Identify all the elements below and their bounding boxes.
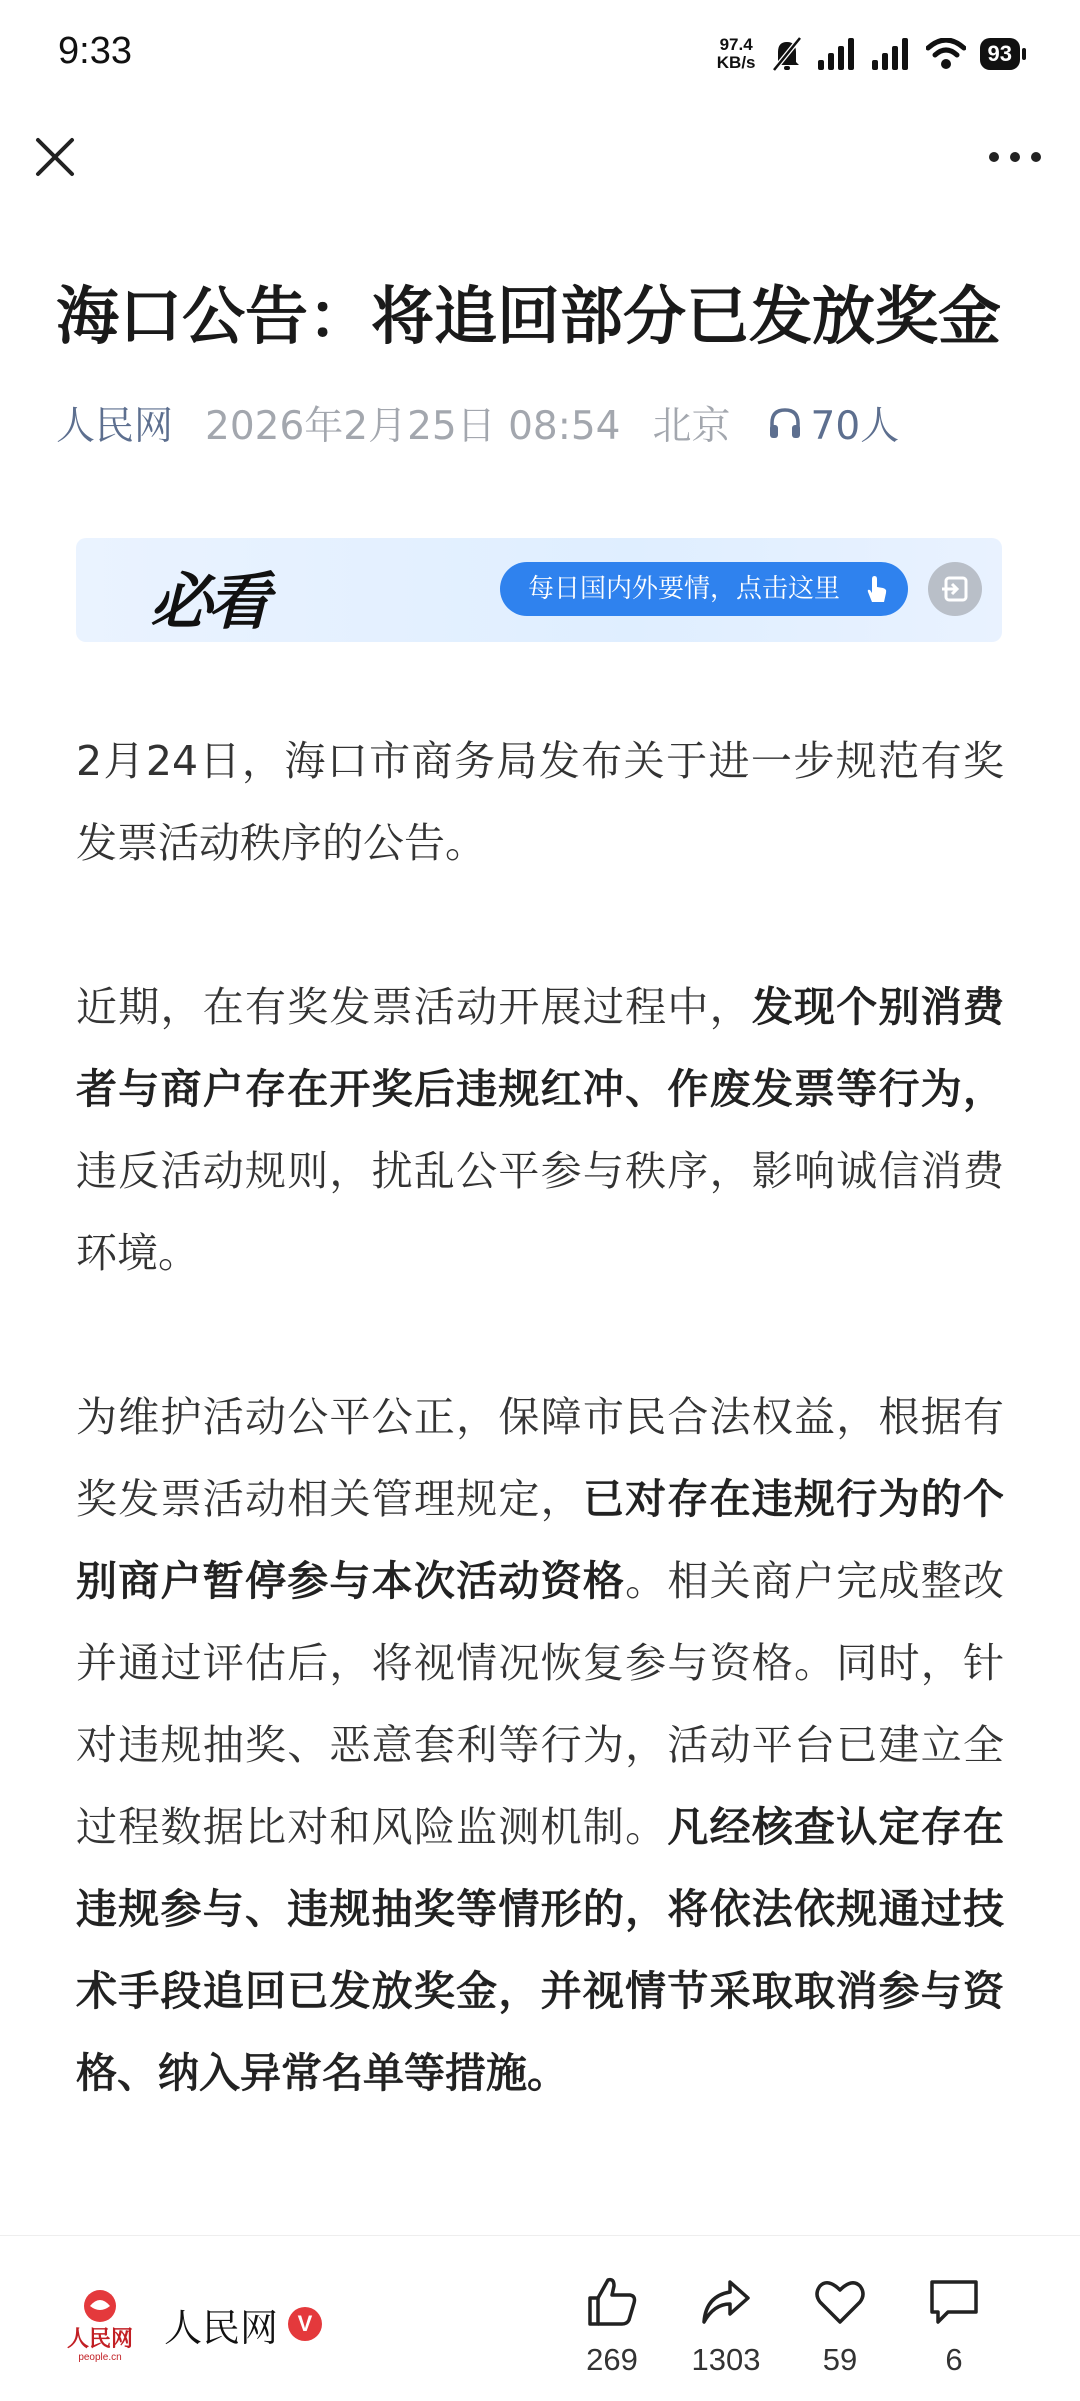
paragraph-text: 违反活动规则，扰乱公平参与秩序，影响诚信消费环境。 bbox=[76, 1147, 1004, 1277]
like-button[interactable] bbox=[562, 2276, 662, 2378]
bold-text: 凡经核查认定存在违规参与、违规抽奖等情形的，将依法依规通过技术手段追回已发放奖金，并视情节采取取消参与资格、纳入异常名单等措施。 bbox=[76, 1803, 1005, 2097]
paragraph-text: 近期，在有奖发票活动开展过程中， bbox=[76, 983, 752, 1031]
bold-text: 发现个别消费者与商户存在开奖后违规红冲、作废发票等行为， bbox=[76, 983, 1005, 1113]
article-paragraph bbox=[76, 966, 1004, 1294]
account-logo bbox=[60, 2284, 140, 2364]
article-meta bbox=[56, 398, 899, 448]
close-icon bbox=[30, 132, 80, 182]
close-button[interactable] bbox=[30, 132, 80, 182]
favorite-count: 59 bbox=[822, 2342, 858, 2377]
article-body bbox=[76, 720, 1004, 2196]
like-count: 269 bbox=[586, 2342, 638, 2377]
favorite-button[interactable] bbox=[790, 2276, 890, 2378]
wifi-icon bbox=[926, 38, 966, 70]
comment-button[interactable] bbox=[904, 2276, 1004, 2378]
mute-icon bbox=[770, 36, 804, 72]
comment-icon bbox=[926, 2276, 982, 2328]
svg-text:people.cn: people.cn bbox=[78, 2352, 122, 2363]
article-title: 海口公告：将追回部分已发放奖金 bbox=[56, 280, 1001, 353]
article-paragraph bbox=[76, 1376, 1004, 2114]
article-paragraph bbox=[76, 720, 1004, 884]
paragraph-text: 。相关商户完成整改并通过评估后，将视情况恢复参与资格。同时，针对违规抽奖、恶意套利等行为，活动平台已建立全过程数据比对和风险监测机制。 bbox=[76, 1557, 1004, 1851]
must-read-banner[interactable] bbox=[76, 538, 1002, 642]
account-profile[interactable] bbox=[60, 2284, 322, 2364]
signal-icon-2 bbox=[872, 38, 912, 70]
verified-badge: V bbox=[288, 2307, 322, 2341]
banner-logo: 必看 bbox=[150, 565, 267, 638]
status-time: 9:33 bbox=[58, 30, 132, 72]
more-icon bbox=[980, 132, 1050, 182]
banner-exit-button[interactable] bbox=[928, 562, 982, 616]
people-daily-logo-icon bbox=[60, 2284, 140, 2364]
banner-pill-text: 每日国内外要情，点击这里 bbox=[528, 574, 841, 604]
article-date: 2026年2月25日 08:54 bbox=[205, 404, 621, 449]
signal-icon bbox=[818, 38, 858, 70]
share-count: 1303 bbox=[691, 2342, 761, 2377]
article-source[interactable]: 人民网 bbox=[56, 404, 174, 449]
banner-link-button[interactable] bbox=[500, 562, 908, 616]
paragraph-text: 2月24日，海口市商务局发布关于进一步规范有奖发票活动秩序的公告。 bbox=[76, 737, 1004, 867]
exit-icon bbox=[928, 562, 982, 616]
bottom-action-bar bbox=[0, 2235, 1080, 2401]
share-icon bbox=[698, 2276, 754, 2328]
more-button[interactable] bbox=[980, 132, 1050, 182]
headphones-icon bbox=[767, 405, 803, 441]
status-bar bbox=[0, 0, 1080, 110]
listener-count: 70人 bbox=[810, 404, 900, 449]
listen-button[interactable] bbox=[767, 395, 900, 451]
tap-hand-icon bbox=[862, 574, 890, 604]
battery-indicator: 93 bbox=[980, 38, 1020, 70]
share-button[interactable] bbox=[676, 2276, 776, 2378]
thumbs-up-icon bbox=[584, 2276, 640, 2328]
paragraph-text: 为维护活动公平公正，保障市民合法权益，根据有奖发票活动相关管理规定， bbox=[76, 1393, 1004, 1523]
bold-text: 已对存在违规行为的个别商户暂停参与本次活动资格 bbox=[76, 1475, 1005, 1605]
status-icons bbox=[717, 30, 1020, 78]
svg-text:人民网: 人民网 bbox=[66, 2326, 134, 2352]
heart-icon bbox=[812, 2276, 868, 2328]
comment-count: 6 bbox=[945, 2342, 963, 2377]
account-name: 人民网 bbox=[164, 2305, 279, 2350]
network-speed: 97.4 KB/s bbox=[716, 35, 756, 72]
article-location: 北京 bbox=[652, 404, 731, 449]
